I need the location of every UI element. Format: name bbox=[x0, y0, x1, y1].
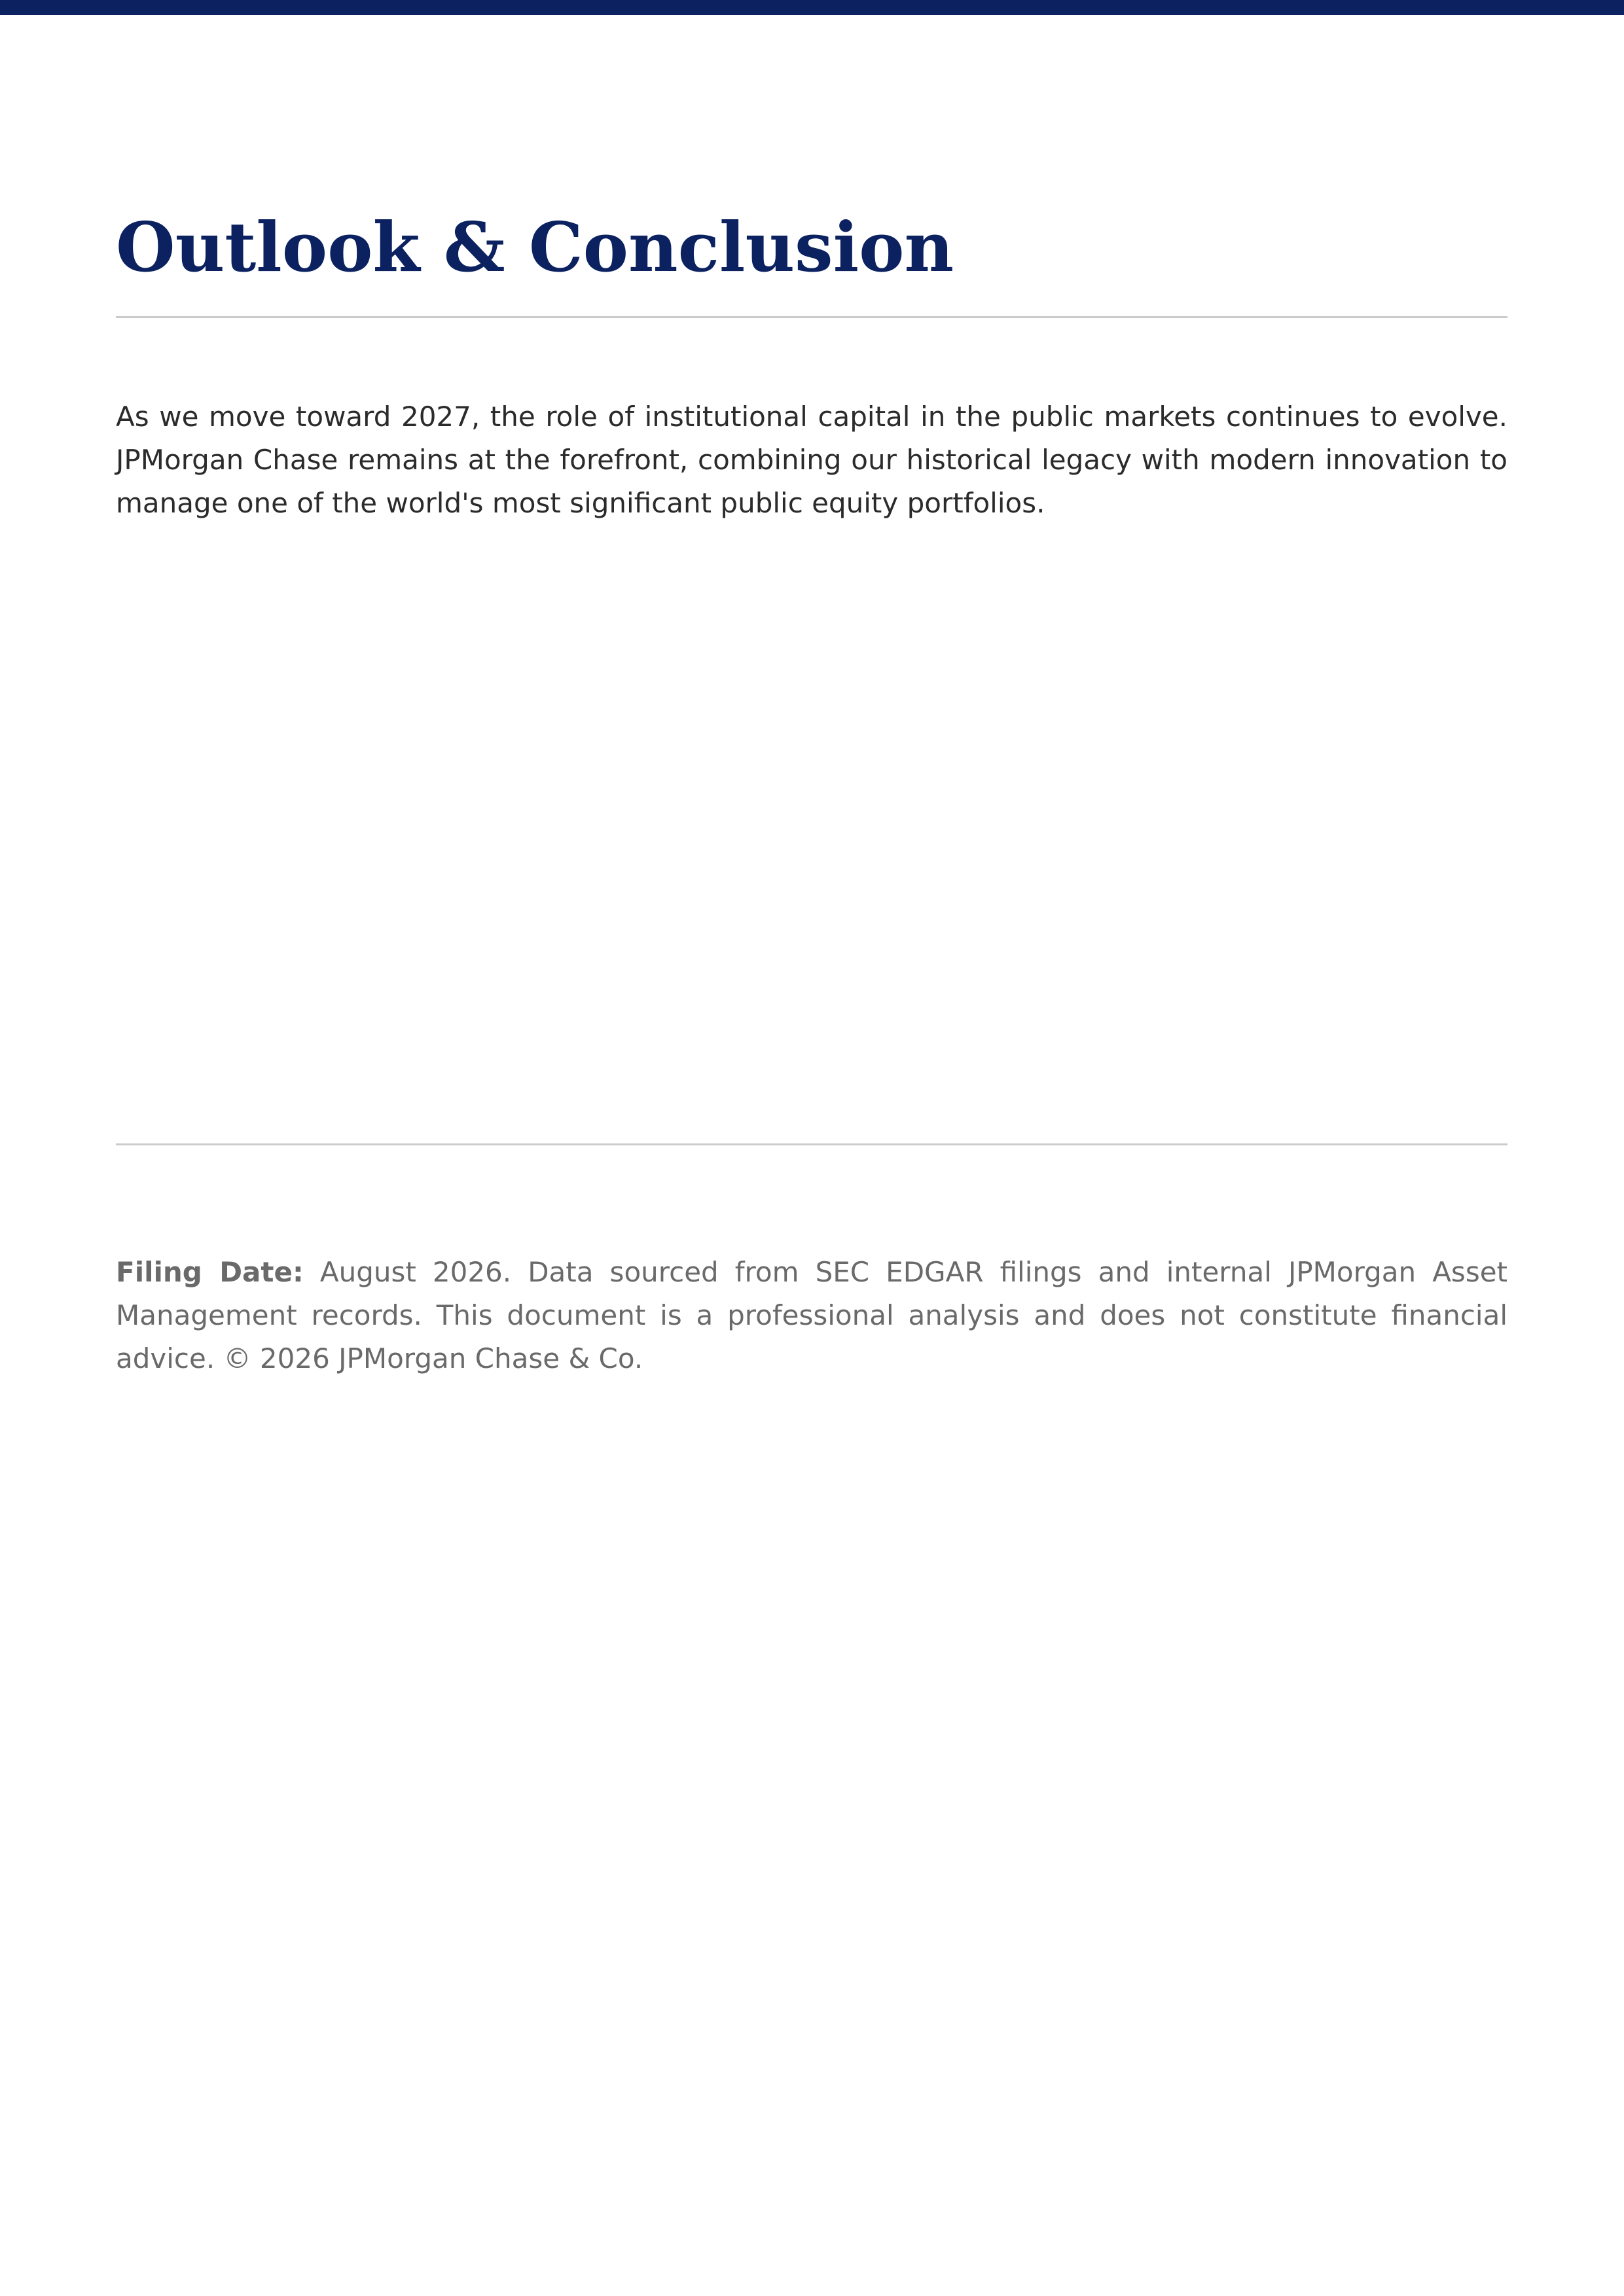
footer-divider bbox=[116, 1143, 1507, 1145]
conclusion-paragraph: As we move toward 2027, the role of institutional capital in the public markets continues to evolve. JPMorgan Chase remains at the forefront, combining our historical legacy with modern innovation to manage one of the world's most significant public equity portfolios. bbox=[116, 401, 1507, 519]
top-accent-bar bbox=[0, 0, 1624, 15]
title-divider bbox=[116, 316, 1507, 318]
page-title: Outlook & Conclusion bbox=[116, 207, 954, 287]
filing-date-label: Filing Date: bbox=[116, 1256, 304, 1288]
filing-date-text: August 2026. Data sourced from SEC EDGAR filings and internal JPMorgan Asset Management records. This document is a professional analysis and does not constitute financial advice. © 2026 JPMorgan Chase & Co. bbox=[116, 1256, 1508, 1374]
filing-disclaimer bbox=[116, 1251, 1507, 1380]
